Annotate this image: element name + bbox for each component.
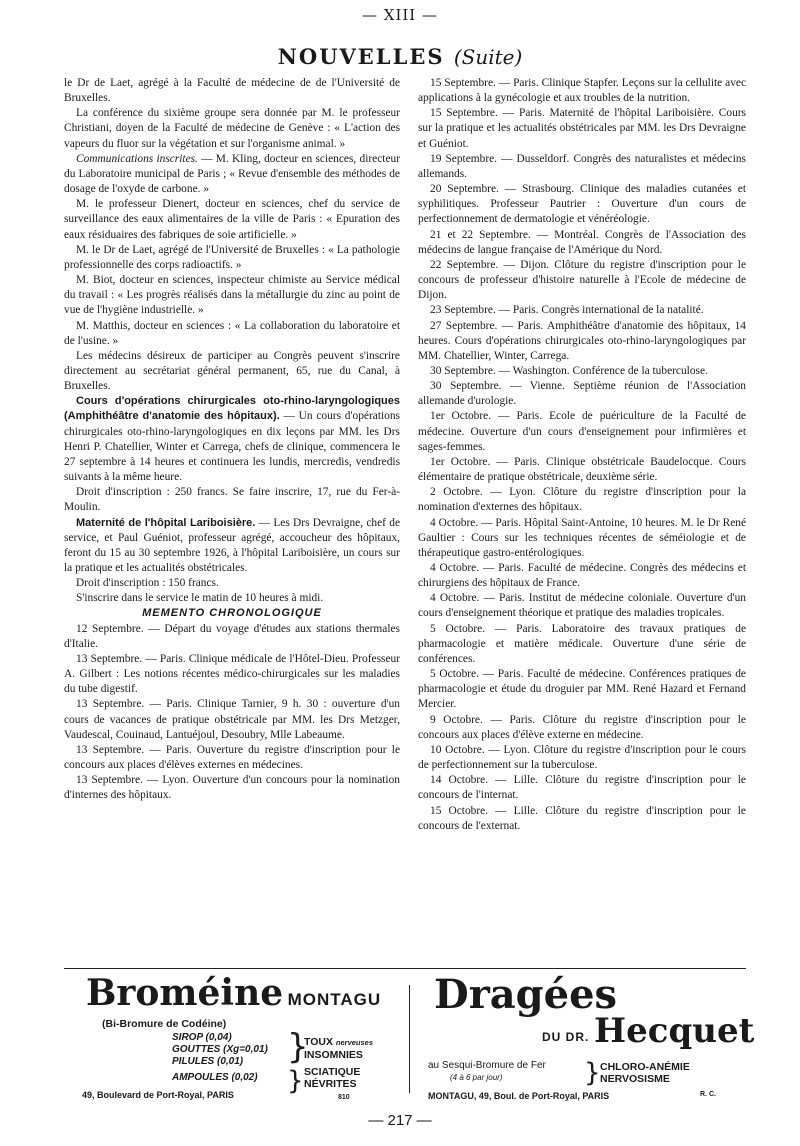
section-title: NOUVELLES <box>277 44 445 69</box>
bromeine-advert <box>82 970 400 1110</box>
advert-divider <box>64 968 746 969</box>
indication: NÉVRITES <box>304 1078 357 1090</box>
indication: INSOMNIES <box>304 1049 363 1061</box>
memento-entry: 5 Octobre. — Paris. Faculté de médecine. Conférences pratiques de pharmacologie et étude du droguier par MM. René Hazard et Fernand Mercier. <box>418 668 746 711</box>
memento-entry: 1er Octobre. — Paris. Clinique obstétricale Baudelocque. Cours élémentaire de pratique obstétricale, deuxième série. <box>418 455 746 484</box>
left-column <box>64 76 400 804</box>
bromeine-brand: Broméine <box>86 972 284 1014</box>
formula-line: au Sesqui-Bromure de Fer <box>428 1060 546 1071</box>
memento-entry: 15 Octobre. — Lille. Clôture du registre d'inscription pour le concours de l'externat. <box>418 804 746 832</box>
memento-entry: 13 Septembre. — Lyon. Ouverture d'un concours pour la nomination d'internes des hôpitaux. <box>64 774 400 802</box>
paragraph: S'inscrire dans le service le matin de 10 heures à midi. <box>76 592 324 605</box>
paragraph-lead: Communications inscrites. <box>76 152 198 165</box>
bromeine-subtitle: (Bi-Bromure de Codéine) <box>102 1018 227 1030</box>
paragraph <box>64 516 400 577</box>
indication-note: nerveuses <box>335 1038 374 1047</box>
bromeine-form: SIROP (0,04) <box>172 1032 232 1043</box>
memento-entry: 15 Septembre. — Paris. Clinique Stapfer. Leçons sur la cellulite avec applications à la gynécologie et aux troubles de la nutrition. <box>418 77 746 105</box>
memento-entry: 14 Octobre. — Lille. Clôture du registre d'inscription pour le concours de l'internat. <box>418 774 746 802</box>
memento-entry: 10 Octobre. — Lyon. Clôture du registre d'inscription pour le cours de perfectionnement sur la tuberculose. <box>418 743 746 772</box>
bromeine-maker: MONTAGU <box>287 990 382 1009</box>
paragraph: Les médecins désireux de participer au Congrès peuvent s'inscrire directement au secrétariat général permanent, 65, rue du Canal, à Bruxelles. <box>64 349 400 393</box>
paragraph: le Dr de Laet, agrégé à la Faculté de médecine de de l'Université de Bruxelles. <box>64 77 400 105</box>
paragraph: M. Biot, docteur en sciences, inspecteur chimiste au Service médical du travail : « Les progrès réalisés dans la métallurgie du zinc au point de vue de l'hygiène industrielle. » <box>64 274 400 317</box>
advert-separator <box>409 985 410 1093</box>
memento-entry: 20 Septembre. — Strasbourg. Clinique des maladies cutanées et syphilitiques. Professeur Pautrier : Ouverture d'un cours de perfectionnement de dermatologie et vénéréologie. <box>418 183 746 226</box>
bromeine-form: GOUTTES (Xg=0,01) <box>172 1044 268 1055</box>
bromeine-address: 49, Boulevard de Port-Royal, PARIS <box>82 1090 234 1100</box>
hecquet-formula <box>428 1060 546 1084</box>
memento-entry: 27 Septembre. — Paris. Amphithéâtre d'anatomie des hôpitaux, 14 heures. Cours d'opérations chirurgicales oto-rhino-laryngologiques par MM. Chatellier, Winter, Carrega. <box>418 319 746 362</box>
dragees-brand: Dragées <box>434 971 618 1018</box>
page-number: — 217 — <box>368 1112 432 1129</box>
paragraph-text: — Les Drs Devraigne, chef de service, et Paul Guéniot, professeur agrégé, accoucheur des hôpitaux, feront du 15 au 30 septembre 1926, à l'hôpital Lariboisière, un cours sur la pratique et les actualités obstétricales. <box>64 516 400 574</box>
memento-entry: 23 Septembre. — Paris. Congrès international de la natalité. <box>430 304 704 317</box>
memento-entry: 21 et 22 Septembre. — Montréal. Congrès de l'Association des médecins de langue française de l'Amérique du Nord. <box>418 228 746 256</box>
indication: NERVOSISME <box>600 1073 670 1085</box>
section-heading <box>0 44 800 69</box>
memento-entry: 1er Octobre. — Paris. Ecole de puériculture de la Faculté de médecine. Ouverture d'un cours d'enseignement pour infirmières et sages-femmes. <box>418 410 746 453</box>
memento-entry: 2 Octobre. — Lyon. Clôture du registre d'inscription pour la nomination d'externes des hôpitaux. <box>418 486 746 514</box>
section-suite: (Suite) <box>453 45 523 69</box>
bromeine-forms <box>172 1032 268 1084</box>
memento-entry: 19 Septembre. — Dusseldorf. Congrès des naturalistes et médecins allemands. <box>418 152 746 180</box>
indication: SCIATIQUE <box>304 1066 361 1078</box>
memento-entry: 5 Octobre. — Paris. Laboratoire des travaux pratiques de pharmacologie et matière médicale. Ouverture d'une série de conférences. <box>418 622 746 665</box>
paragraph-text: — Un cours d'opérations chirurgicales oto-rhino-laryngologiques en dix leçons par MM. les Drs Henri P. Chatellier, Winter et Carrega, chefs de clinique, commencera le 27 septembre à 14 heures et continuera les lundis, mercredis, vendredis suivants à la même heure. <box>64 410 400 484</box>
paragraph-lead: Cours d'opérations chirurgicales oto-rhino-laryngologiques (Amphithéâtre d'anatomie des hôpitaux). <box>64 395 400 423</box>
hecquet-du: DU DR. <box>542 1030 590 1044</box>
hecquet-address: MONTAGU, 49, Boul. de Port-Royal, PARIS <box>428 1091 610 1101</box>
memento-entry: 12 Septembre. — Départ du voyage d'études aux stations thermales d'Italie. <box>64 622 400 650</box>
memento-entry: 13 Septembre. — Paris. Clinique Tarnier, 9 h. 30 : ouverture d'un cours de vacances de pratique obstétricale par MM. les Drs Metzger, Vaudescal, Couinaud, Lantuéjoul, Desoubry, Mlle Labeaume. <box>64 698 400 741</box>
bromeine-form: AMPOULES (0,02) <box>172 1072 258 1083</box>
paragraph: M. le professeur Dienert, docteur en sciences, chef du service de surveillance des eaux alimentaires de la ville de Paris : « Epuration des eaux résiduaires des fabriques de soie artificielle. » <box>64 198 400 241</box>
paragraph <box>64 152 400 197</box>
paragraph: Droit d'inscription : 150 francs. <box>76 577 219 590</box>
hecquet-advert <box>424 970 755 1110</box>
brace-icon: } <box>287 1027 309 1067</box>
paragraph <box>64 394 400 485</box>
brace-icon: } <box>287 1066 304 1096</box>
right-column <box>418 76 746 834</box>
hecquet-name: Hecquet <box>594 1011 755 1051</box>
brace-icon: } <box>584 1058 601 1088</box>
bromeine-indications <box>304 1036 373 1090</box>
memento-entry: 13 Septembre. — Paris. Ouverture du registre d'inscription pour le concours aux places d'élèves externes en médecines. <box>64 743 400 772</box>
hecquet-code: R. C. <box>700 1091 716 1098</box>
memento-entry: 30 Septembre. — Vienne. Septième réunion de l'Association allemande d'urologie. <box>418 380 746 408</box>
memento-entry: 4 Octobre. — Paris. Institut de médecine coloniale. Ouverture d'un cours d'enseignement théorique et pratique des maladies tropicales. <box>418 592 746 620</box>
bromeine-form: PILULES (0,01) <box>172 1056 244 1067</box>
bromeine-code: 810 <box>338 1094 350 1101</box>
memento-entry: 22 Septembre. — Dijon. Clôture du registre d'inscription pour le concours de professeur d'histoire naturelle à l'Ecole de médecine de Dijon. <box>418 258 746 302</box>
memento-entry: 4 Octobre. — Paris. Hôpital Saint-Antoine, 10 heures. M. le Dr René Gaultier : Cours sur les techniques récentes de séméiologie et de thérapeutique gastro-entérologiques. <box>418 516 746 559</box>
roman-folio: — XIII — <box>362 6 438 24</box>
paragraph-lead: Maternité de l'hôpital Lariboisière. <box>76 516 256 529</box>
paragraph: Droit d'inscription : 250 francs. Se faire inscrire, 17, rue du Fer-à-Moulin. <box>64 486 400 514</box>
memento-entry: 30 Septembre. — Washington. Conférence de la tuberculose. <box>430 364 708 377</box>
memento-entry: 4 Octobre. — Paris. Faculté de médecine. Congrès des médecins et chirurgiens des hôpitaux de France. <box>418 562 746 590</box>
memento-entry: 15 Septembre. — Paris. Maternité de l'hôpital Lariboisière. Cours sur la pratique et les actualités obstétricales par MM. les Drs Devraigne et Guéniot. <box>418 107 746 150</box>
memento-entry: 13 Septembre. — Paris. Clinique médicale de l'Hôtel-Dieu. Professeur A. Gilbert : Les notions récentes médico-chirurgicales sur les maladies du tube digestif. <box>64 652 400 696</box>
formula-dosage: (4 à 6 par jour) <box>450 1073 503 1082</box>
hecquet-indications <box>600 1061 690 1085</box>
paragraph: M. le Dr de Laet, agrégé de l'Université de Bruxelles : « La pathologie professionnelle des corps radioactifs. » <box>64 243 400 271</box>
paragraph: La conférence du sixième groupe sera donnée par M. le professeur Christiani, doyen de la Faculté de médecine de Genève : « L'action des vapeurs du fluor sur la végétation et sur l'organisme animal. » <box>64 107 400 150</box>
memento-entry: 9 Octobre. — Paris. Clôture du registre d'inscription pour le concours aux places d'élève externe en médecine. <box>418 713 746 741</box>
paragraph-text: — M. Kling, docteur en sciences, directeur du Laboratoire municipal de Paris ; « Revue d'ensemble des méthodes de dosage de l'oxyde de carbone. » <box>64 152 400 196</box>
memento-heading: MEMENTO CHRONOLOGIQUE <box>142 607 322 620</box>
indication: CHLORO-ANÉMIE <box>600 1061 690 1073</box>
indication: TOUX <box>304 1036 333 1048</box>
paragraph: M. Matthis, docteur en sciences : « La collaboration du laboratoire et de l'usine. » <box>64 319 400 347</box>
